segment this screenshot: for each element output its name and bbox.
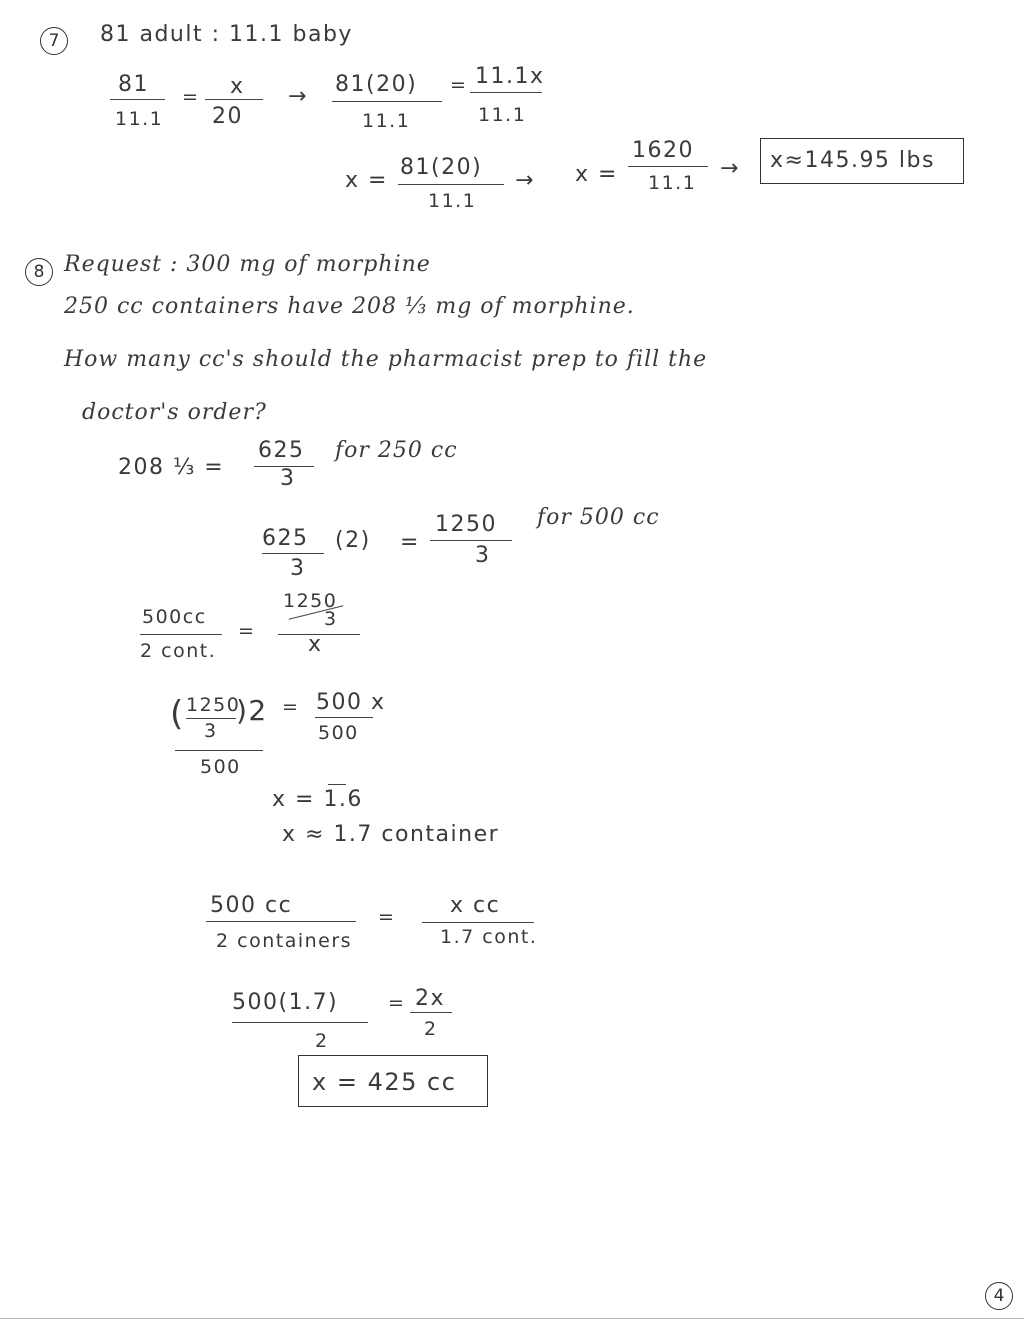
fraction-bar bbox=[262, 553, 324, 554]
fraction-numerator: 625 bbox=[262, 526, 309, 551]
fraction-denominator: 3 bbox=[290, 556, 306, 581]
fraction-numerator: x cc bbox=[450, 893, 501, 918]
fraction-bar bbox=[628, 166, 708, 167]
fraction-bar bbox=[398, 184, 504, 185]
repeating-bar bbox=[328, 784, 346, 785]
page-number: 4 bbox=[985, 1282, 1013, 1310]
fraction-bar bbox=[422, 922, 534, 923]
fraction-bar bbox=[315, 717, 373, 718]
fraction-numerator: 81(20) bbox=[335, 72, 418, 97]
x-equals: x = bbox=[575, 162, 618, 187]
compound-fraction-middle: 3 bbox=[324, 608, 338, 630]
fraction-denominator: 3 bbox=[204, 720, 218, 742]
page-bottom-edge bbox=[0, 1318, 1024, 1319]
equals-sign: = bbox=[378, 906, 396, 928]
fraction-bar bbox=[186, 718, 236, 719]
step-1-text: for 250 cc bbox=[335, 438, 458, 463]
fraction-denominator: 11.1 bbox=[648, 172, 697, 194]
fraction-denominator: 1.7 cont. bbox=[440, 926, 538, 948]
step-5-result: x = 1.6 bbox=[272, 787, 363, 812]
problem-7-number: 7 bbox=[40, 27, 68, 55]
problem-8-statement-line-3: How many cc's should the pharmacist prep to fill the bbox=[64, 347, 708, 372]
arrow-icon: → bbox=[288, 84, 308, 109]
problem-8-statement-line-4: doctor's order? bbox=[82, 400, 267, 425]
equals-sign: = bbox=[450, 74, 468, 96]
fraction-numerator: 500(1.7) bbox=[232, 990, 339, 1015]
paren-right: )2 bbox=[236, 694, 268, 727]
fraction-denominator: 11.1 bbox=[362, 110, 411, 132]
fraction-denominator: 11.1 bbox=[115, 108, 164, 130]
problem-8-answer: x = 425 cc bbox=[312, 1068, 457, 1096]
fraction-bar bbox=[175, 750, 263, 751]
fraction-denominator: 2 bbox=[315, 1030, 329, 1052]
arrow-icon: → bbox=[720, 156, 740, 181]
fraction-denominator: 500 bbox=[318, 722, 359, 744]
fraction-bar bbox=[205, 99, 263, 100]
equals-sign: = bbox=[238, 620, 256, 642]
fraction-numerator: 81(20) bbox=[400, 155, 483, 180]
fraction-numerator: 500cc bbox=[142, 606, 207, 628]
fraction-bar bbox=[430, 540, 512, 541]
fraction-denominator: 20 bbox=[212, 104, 243, 129]
problem-8-number: 8 bbox=[25, 258, 53, 286]
fraction-numerator: 11.1x bbox=[475, 64, 545, 89]
step-1-lhs: 208 ⅓ = bbox=[118, 455, 225, 480]
fraction-bar bbox=[470, 92, 542, 93]
fraction-denominator: x bbox=[308, 632, 323, 657]
fraction-denominator: 3 bbox=[475, 543, 491, 568]
fraction-denominator: 3 bbox=[280, 466, 296, 491]
fraction-numerator: 500 cc bbox=[210, 893, 293, 918]
fraction-bar bbox=[206, 921, 356, 922]
fraction-bar bbox=[110, 99, 165, 100]
arrow-icon: → bbox=[515, 168, 535, 193]
fraction-bar bbox=[232, 1022, 368, 1023]
equals-sign: = bbox=[182, 86, 200, 108]
x-equals: x = bbox=[345, 168, 388, 193]
problem-7-answer: x≈145.95 lbs bbox=[770, 148, 935, 173]
equals-sign: = bbox=[282, 696, 300, 718]
fraction-bar bbox=[140, 634, 222, 635]
paren-left: ( bbox=[170, 694, 185, 734]
problem-8-statement-line-2: 250 cc containers have 208 ⅓ mg of morphine. bbox=[64, 294, 635, 319]
fraction-denominator: 11.1 bbox=[478, 104, 527, 126]
fraction-numerator: 1620 bbox=[632, 138, 694, 163]
fraction-numerator: 81 bbox=[118, 72, 149, 97]
fraction-numerator: 1250 bbox=[435, 512, 497, 537]
fraction-numerator: 1250 bbox=[186, 694, 241, 716]
fraction-denominator: 2 cont. bbox=[140, 640, 217, 662]
fraction-denominator: 2 containers bbox=[216, 930, 353, 952]
equals-sign: = bbox=[400, 530, 420, 555]
fraction-denominator: 2 bbox=[424, 1018, 438, 1040]
compound-fraction-top: 1250 bbox=[283, 590, 338, 612]
multiplier: (2) bbox=[335, 528, 371, 553]
fraction-numerator: 2x bbox=[415, 986, 446, 1011]
fraction-denominator: 500 bbox=[200, 756, 241, 778]
fraction-numerator: 625 bbox=[258, 438, 305, 463]
fraction-numerator: 500 x bbox=[316, 690, 386, 715]
problem-8-request: Request : 300 mg of morphine bbox=[64, 252, 431, 277]
fraction-bar bbox=[410, 1012, 452, 1013]
fraction-numerator: x bbox=[230, 74, 245, 99]
step-2-text: for 500 cc bbox=[537, 505, 660, 530]
equals-sign: = bbox=[388, 992, 406, 1014]
step-5-rounded: x ≈ 1.7 container bbox=[282, 822, 500, 847]
fraction-bar bbox=[332, 101, 442, 102]
problem-7-header: 81 adult : 11.1 baby bbox=[100, 22, 353, 47]
fraction-denominator: 11.1 bbox=[428, 190, 477, 212]
